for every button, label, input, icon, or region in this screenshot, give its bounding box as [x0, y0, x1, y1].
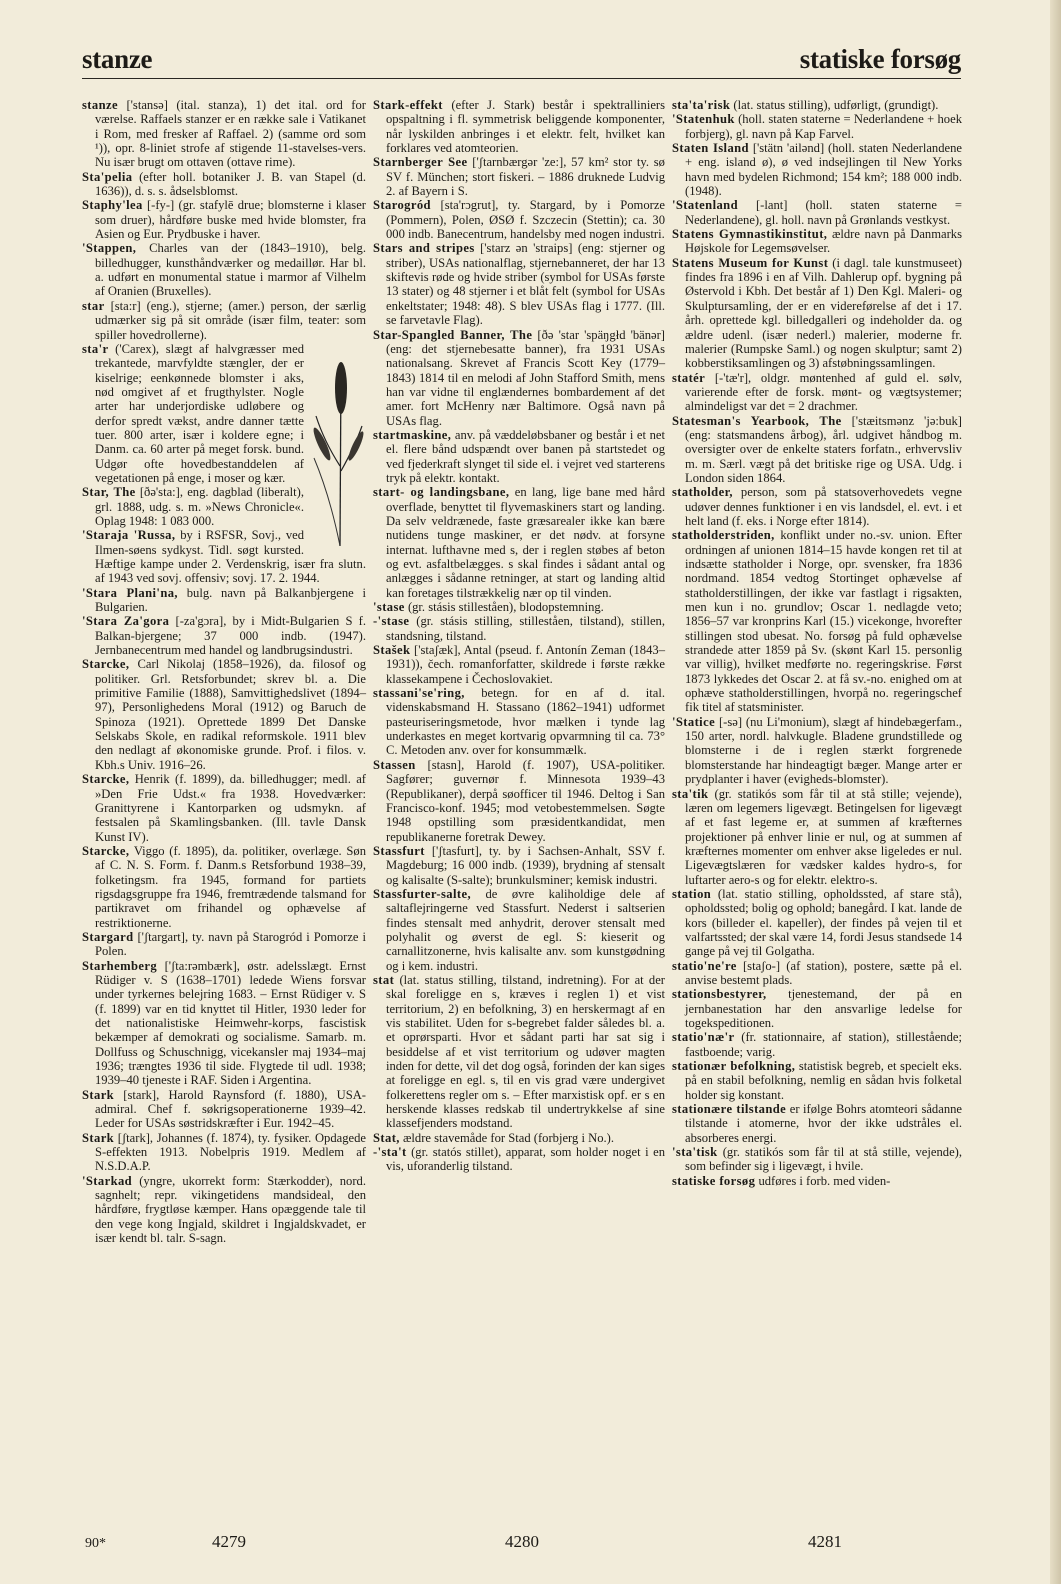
entry-headword: start- og landingsbane,: [373, 485, 510, 500]
entry-headword: Statens Museum for Kunst: [672, 255, 829, 270]
entry-headword: statholder,: [672, 485, 733, 500]
dictionary-entry: [672, 98, 962, 112]
entry-definition: [-fy-] (gr. stafylē drue; blomsterne i klaser som druer), hårdføre buske med hvide blomster, fra Asien og Eur. Prydbuske i haver.: [95, 198, 366, 242]
entry-definition: (lat. status stilling, tilstand, indretning). For at der skal foreligge en s, kræves i reglen 1) et vist territorium, 2) en befolkning, 3) en herskermagt af en vis stabilitet. Uden for s-begrebet falder således bl. a. et oprørsparti. Hvor et sådant parti har sat sig i besiddelse af et vist territorium og udøver magten inden for dette, vil det dog også, forinden der kan siges at foreligge en egl. s, til en vis grad være undergivet folkerettens regler om s. – Efter marxistisk opf. er s en herskende klasses redskab til undertrykkelse af sine klassefjenders modstand.: [386, 972, 665, 1131]
entry-headword: Stassfurt: [373, 843, 425, 858]
entry-definition: (holl. staten staterne = Nederlandene + hoek forbjerg), gl. navn på Kap Farvel.: [685, 112, 962, 141]
entry-headword: Starcke,: [82, 657, 130, 672]
dictionary-entry: [373, 328, 665, 428]
dictionary-entry: [373, 600, 665, 614]
dictionary-entry: [373, 485, 665, 600]
entry-headword: 'sta'tisk: [672, 1145, 718, 1160]
entry-headword: Starcke,: [82, 772, 130, 787]
dictionary-entry: [373, 887, 665, 973]
entry-headword: Statesman's Yearbook, The: [672, 413, 842, 428]
entry-definition: [-'tæ'r], oldgr. møntenhed af guld el. sølv, varierende efter de forsk. mønt- og vægtsystemer; almindeligst var det = 2 drachmer.: [685, 370, 962, 414]
dictionary-entry: [672, 485, 962, 528]
entry-headword: 'Staraja 'Russa,: [82, 528, 176, 543]
entry-definition: [ðə 'star 'späŋgłd 'bänər] (eng: det stjernebesatte banner), fra 1931 USAs nationalsang. Skrevet af Francis Scott Key (1779–1843) 1814 til en melodi af John Stafford Smith, mens han var vidne til englændernes bombardement af det amer. fort McHenry nær Baltimore. Også navn på USAs flag.: [386, 327, 666, 428]
dictionary-entry: [373, 98, 665, 155]
entry-headword: statér: [672, 370, 706, 385]
header-rule: [82, 78, 961, 79]
entry-definition: (i dagl. tale kunstmuseet) findes fra 1896 i en af Vilh. Dahlerup opf. bygning på Østervold i Kbh. Det består af 1) Den Kgl. Maleri- og Skulptursamling, der er en videreførelse af det i 17. årh. oprettede kgl. billedgalleri og indeholder da. og ældre udenl. (især nederl.) malerier, moderne fr. malerier (Rumpske Saml.) og nogen skulptur; samt 2) kobberstiksamlingen og 3) afstøbningssamlingen.: [685, 255, 962, 371]
entry-definition: Viggo (f. 1895), da. politiker, overlæge. Søn af C. N. S. Form. f. Danm.s Retsforbund 1938–39, folketingsm. fra 1945, formand for partiets rigsdagsgruppe fra 1946, fremtrædende talsmand for partikravet om frihandel og ophævelse af restriktionerne.: [95, 843, 366, 930]
entry-headword: Stat,: [373, 1130, 400, 1145]
entry-headword: Stassen: [373, 757, 416, 772]
entry-headword: Staten Island: [672, 141, 749, 156]
entry-definition: ['ʃtargart], ty. navn på Starogród i Pomorze i Polen.: [95, 929, 366, 959]
entry-headword: 'Stappen,: [82, 241, 137, 256]
entry-definition: (efter J. Stark) består i spektralliniers opspaltning i fl. symmetrisk beliggende komponenter, når lyskilden anbringes i et elektr. felt, hvilket kan forklares ved atomteorien.: [386, 98, 665, 156]
entry-headword: sta'r: [82, 341, 109, 356]
entry-definition: ('Carex), slægt af halvgræsser med trekantede, marvfyldte stængler, der er kiselrige; eenkønnede blomster i aks, nød omgivet af et frugthylster. Nogle arter har underjordiske udløbere og derfor spredt vækst, andre danner tætte tuer. 800 arter, især i koldere egne; i Danm. ca. 60 arter på meget forsk. bund. Udgør ofte hovedbestanddelen af vegetationen på enge, i moser og kær.: [95, 341, 304, 485]
dictionary-entry: [672, 256, 962, 371]
dictionary-entry: [373, 844, 665, 887]
dictionary-entry: [82, 198, 366, 241]
entry-definition: statistisk begreb, et specielt eks. på en stabil befolkning, nemlig en sådan hvis folketal holder sig konstant.: [685, 1059, 962, 1102]
entry-definition: (yngre, ukorrekt form: Stærkodder), nord. sagnhelt; repr. vikingetidens mandsideal, den hårdføre, frygtløse kæmper. Hans opæggende tale til den vege kong Ingjald, skildret i Ingjaldskvadet, er især kendt bl. talr. S-sagn.: [95, 1173, 366, 1246]
entry-definition: by i RSFSR, Sovj., ved Ilmen-søens sydkyst. Tidl. søgt kursted. Hæftige kampe under 2. Verdenskrig, især fra slutn. af 1943 ved sovj. offensiv; sovj. 17. 2. 1944.: [95, 528, 366, 586]
entry-headword: sta'tik: [672, 786, 709, 801]
entry-headword: -'stase: [373, 614, 410, 629]
entry-headword: stassani'se'ring,: [373, 686, 465, 701]
entry-headword: 'Starkad: [82, 1173, 133, 1188]
entry-headword: Stark-effekt: [373, 98, 443, 112]
entry-definition: udføres i forb. med viden-: [755, 1173, 891, 1188]
entry-headword: statio'næ'r: [672, 1030, 735, 1045]
entry-headword: 'Statenhuk: [672, 112, 735, 127]
entry-definition: ['ʃtarnbærgər 'ze:], 57 km² stor ty. sø SV f. München; stort fiskeri. – 1886 druknede Ludvig 2. af Bayern i S.: [386, 155, 665, 199]
entry-headword: statiske forsøg: [672, 1173, 756, 1188]
entry-headword: Statens Gymnastikinstitut,: [672, 227, 828, 242]
column-3: [672, 98, 962, 1188]
dictionary-entry: [82, 657, 366, 772]
entry-headword: Stars and stripes: [373, 241, 475, 256]
dictionary-entry: [82, 772, 366, 844]
entry-headword: 'Stara Za'gora: [82, 614, 170, 629]
dictionary-entry: [672, 1059, 962, 1102]
entry-definition: anv. på væddeløbsbaner og består i et net el. flere bånd udspændt over banen på startstedet og ved fjederkraft slynget til side el. i vejret ved starterens tryk på elektr. kontakt.: [386, 427, 665, 485]
entry-definition: Carl Nikolaj (1858–1926), da. filosof og politiker. Grl. Retsforbundet; skrev bl. a. Die primitive Familie (1888), Samvittighedslivet (1894–97), Personlighedens Moral (1912) og Baruch de Spinoza (1921). Oprettede 1899 Det Danske Selskabs Skole, en radikal reformskole. 1911 blev den nedlagt af økonomiske grunde. Prof. i filos. v. Kbh.s Univ. 1916–26.: [95, 657, 366, 772]
entry-headword: Starcke,: [82, 843, 130, 858]
column-2: [373, 98, 665, 1174]
entry-definition: [stark], Harold Raynsford (f. 1880), USA-admiral. Chef f. søkrigsoperationerne 1939–42. Leder for USAs søstridskræfter i Eur. 1942–45.: [95, 1087, 366, 1131]
dictionary-entry: [672, 528, 962, 714]
entry-headword: Stassfurter-salte,: [373, 886, 472, 901]
signature-mark: 90*: [85, 1536, 106, 1551]
entry-definition: (fr. stationnaire, af station), stillestående; fastboende; varig.: [685, 1030, 962, 1059]
dictionary-entry: [672, 1102, 962, 1145]
entry-headword: stanze: [82, 98, 118, 112]
entry-definition: de øvre kaliholdige dele af saltaflejringerne ved Stassfurt. Nederst i saltserien findes stensalt med anhydrit, derover stensalt med polyhalit og øverst de egl. S: kieserit og carnallitzonerne, hvis kalisalte anv. som kunstgødning og i kem. industri.: [386, 886, 665, 973]
dictionary-entry: [672, 1174, 962, 1188]
dictionary-entry: [82, 342, 366, 485]
dictionary-entry: [373, 428, 665, 485]
entry-headword: 'Stara Plani'na,: [82, 585, 178, 600]
entry-definition: ældre navn på Danmarks Højskole for Legemsøvelser.: [685, 227, 962, 256]
dictionary-entry: [82, 959, 366, 1088]
dictionary-entry: [82, 930, 366, 959]
entry-definition: [sta'rɔgrut], ty. Stargard, by i Pomorze (Pommern), Polen, ØSØ f. Szczecin (Stettin); ca. 30 000 indb. Banecentrum, handelsby med nogen industri.: [386, 198, 665, 242]
entry-definition: en lang, lige bane med hård overflade, benyttet til flyvemaskiners start og landing. Da selv veldrænede, faste græsarealer ikke kan bære nutidens tunge maskiner, er det nødv. at forsyne internat. lufthavne med s, der i reglen støbes af beton og evt. asfaltbelægges. s skal findes i sådant antal og anlægges i sådanne retninger, at start og landing altid kan foretages tilstrækkelig nær op til vinden.: [386, 485, 665, 600]
entry-definition: [-lant] (holl. staten staterne = Nederlandene), gl. holl. navn på Grønlands vestkyst.: [685, 198, 962, 227]
page-number: 4280: [505, 1532, 539, 1551]
dictionary-entry: [672, 371, 962, 414]
entry-definition: ['ʃta:rəmbærk], østr. adelsslægt. Ernst Rüdiger v. S (1638–1701) ledede Wiens forsvar under tyrkernes belejring 1683. – Ernst Rüdiger v. S (f. 1899) var en tid knyttet til Hitler, 1930 leder for det nationalistiske Heimwehr-korps, fascistisk bekæmper af demokrati og socialisme. Samarb. m. Dollfuss og Schuschnigg, vicekansler maj 1934–maj 1936; trængtes 1936 til side. Flygtede til udl. 1938; 1939–40 tjeneste i RAF. Siden i Argentina.: [95, 958, 366, 1088]
entry-headword: stat: [373, 972, 395, 987]
column-1: [82, 98, 366, 1246]
dictionary-entry: [373, 155, 665, 198]
entry-definition: (gr. statikós som får til at stå stille, vejende), som befinder sig i ligevægt, i hvile.: [685, 1145, 962, 1174]
entry-definition: betegn. for en af d. ital. videnskabsmand H. Stassano (1862–1941) udformet pasteuriseringsmetode, hvor mælken i tynde lag underkastes en meget kortvarig opvarmning til ca. 73° C. Metoden anv. over for konsummælk.: [386, 686, 665, 758]
entry-headword: Stark: [82, 1130, 115, 1145]
dictionary-entry: [373, 973, 665, 1131]
entry-definition: ['starz ən 'straips] (eng: stjerner og striber), USAs nationalflag, stjernebanneret, der har 13 skiftevis røde og hvide striber (symbol for USAs første 13 stater) og 48 stjerner i et blåt felt (symbol for USAs enkeltstater; 1948: 48). S blev USAs flag i 1777. (Ill. se farvetavle Flag).: [386, 241, 665, 328]
entry-headword: sta'ta'risk: [672, 98, 731, 112]
dictionary-entry: [672, 715, 962, 787]
entry-definition: (lat. statio stilling, opholdssted, af stare stå), opholdssted; bolig og ophold; banegård. I kat. lande de kors (billeder el. kapeller), der findes på vejen til et valfartssted; der skal være 14, fordi Jesus standsede 14 gange på vej til Golgatha.: [685, 886, 963, 959]
entry-definition: [sta:r] (eng.), stjerne; (amer.) person, der særlig udmærker sig på sit område (især film, teater: som spiller hovedrollerne).: [95, 298, 366, 342]
entry-headword: Stark: [82, 1087, 115, 1102]
entry-headword: 'Statenland: [672, 198, 738, 213]
entry-definition: [ʃtark], Johannes (f. 1874), ty. fysiker. Opdagede S-effekten 1913. Nobelpris 1919. Medlem af N.S.D.A.P.: [95, 1130, 366, 1174]
entry-headword: stationære tilstande: [672, 1102, 787, 1117]
dictionary-entry: [672, 1145, 962, 1174]
dictionary-entry: [672, 112, 962, 141]
dictionary-entry: [373, 1131, 665, 1145]
entry-headword: stationsbestyrer,: [672, 987, 767, 1002]
entry-headword: Star, The: [82, 485, 136, 500]
dictionary-entry: [672, 414, 962, 486]
entry-headword: star: [82, 298, 105, 313]
entry-definition: (efter holl. botaniker J. B. van Stapel (d. 1636)), d. s. s. ådselsblomst.: [95, 169, 366, 199]
entry-headword: Starhemberg: [82, 958, 158, 973]
entry-headword: Sta'pelia: [82, 169, 133, 184]
dictionary-entry: [82, 98, 366, 170]
entry-definition: (lat. status stilling), udførligt, (grundigt).: [730, 98, 939, 112]
entry-headword: 'Statice: [672, 714, 716, 729]
dictionary-entry: [82, 1131, 366, 1174]
dictionary-entry: [373, 1145, 665, 1174]
entry-definition: ['stansə] (ital. stanza), 1) det ital. ord for værelse. Raffaels stanzer er en række sale i Vatikanet i Rom, med fresker af Raffael. 2) (samme ord som ¹)), opr. 8-liniet strofe af stigende 11-stavelses-vers. Nu især brugt om ottaven (ottave rime).: [95, 98, 366, 170]
sedge-illustration: [310, 346, 366, 546]
dictionary-entry: [82, 170, 366, 199]
dictionary-entry: [373, 686, 665, 758]
entry-definition: Henrik (f. 1899), da. billedhugger; medl. af »Den Frie Udst.« fra 1938. Hovedværker: Granittyrene i Kantorparken og udsmykn. af festsalen på Skamlingsbanken. (Ill. tavle Dansk Kunst IV).: [95, 772, 366, 844]
entry-headword: stationær befolkning,: [672, 1059, 796, 1074]
dictionary-entry: [672, 887, 962, 959]
dictionary-entry: [373, 758, 665, 844]
entry-definition: [-sə] (nu Li'monium), slægt af hindebægerfam., 150 arter, nordl. halvkugle. Bladene grundstillede og blomsterne i de i reglen stærkt forgrenede blomsterstande har hindeagtigt bæger. Mange arter er prydplanter i haver (evigheds-blomster).: [685, 714, 962, 787]
dictionary-entry: [672, 959, 962, 988]
dictionary-entry: [672, 227, 962, 256]
entry-definition: [stasn], Harold (f. 1907), USA-politiker. Sagfører; guvernør f. Minnesota 1939–43 (Republikaner), derpå søofficer til 1946. Deltog i San Francisco-konf. 1945; mod vetobestemmelsen. Søgte 1948 opstilling som præsidentkandidat, men republikanerne foretrak Dewey.: [386, 757, 665, 844]
page-edge: [1050, 0, 1061, 1584]
dictionary-entry: [373, 643, 665, 686]
dictionary-entry: [373, 198, 665, 241]
entry-definition: ['ʃtasfurt], ty. by i Sachsen-Anhalt, SSV f. Magdeburg; 16 000 indb. (1939), brydning af stensalt og kalisalte (S-salte); brunkulsminer; kemisk industri.: [386, 843, 665, 887]
dictionary-entry: [82, 614, 366, 657]
dictionary-entry: [672, 141, 962, 198]
entry-definition: (gr. stásis stilleståen), blodopstemning.: [404, 600, 604, 615]
entry-headword: Stargard: [82, 929, 134, 944]
entry-definition: (gr. statikós som får til at stå stille; vejende), læren om legemers ligevægt. Betingelsen for ligevægt af et fast legeme er, at summen af kræfternes projektioner på enhver linie er nul, og at summen af kræfternes momenter om enhver akse ligeledes er nul. Ligevægtslæren for vædsker kaldes hydro-s, for luftarter aero-s og for elektr. elektro-s.: [685, 786, 962, 887]
entry-definition: bulg. navn på Balkanbjergene i Bulgarien.: [95, 585, 366, 615]
dictionary-entry: [373, 614, 665, 643]
dictionary-entry: [82, 1174, 366, 1246]
entry-definition: ['stæitsmənz 'jə:buk] (eng: statsmandens årbog), årl. udgivet håndbog m. oversigter over de enkelte staters forfatn., erhvervsliv m. m. Særl. vægt på det britiske rige og USA. Udg. i London siden 1864.: [685, 413, 962, 485]
dictionary-entry: [672, 1030, 962, 1059]
entry-headword: Staphy'lea: [82, 198, 143, 213]
entry-headword: statholderstriden,: [672, 528, 775, 543]
entry-definition: ældre stavemåde for Stad (forbjerg i No.).: [399, 1130, 614, 1145]
entry-definition: person, som på statsoverhovedets vegne udøver dennes funktioner i en vis landsdel, el. evt. i et helt land (f. eks. i Norge efter 1814).: [685, 485, 962, 528]
entry-definition: (gr. statós stillet), apparat, som holder noget i en vis, uforanderlig tilstand.: [386, 1145, 665, 1174]
running-head-left: stanze: [82, 44, 153, 74]
dictionary-entry: [82, 1088, 366, 1131]
entry-definition: [ðə'sta:], eng. dagblad (liberalt), grl. 1888, udg. s. m. »News Chronicle«. Oplag 1948: 1 083 000.: [95, 485, 304, 528]
entry-definition: [staʃo-] (af station), postere, sætte på el. anvise bestemt plads.: [685, 958, 962, 987]
entry-definition: ['staʃæk], Antal (pseud. f. Antonín Zeman (1843–1931)), čech. romanforfatter, skildrede i første række klassekampene i Čechoslovakiet.: [386, 643, 665, 686]
entry-headword: Starogród: [373, 198, 431, 213]
running-head-right: statiske forsøg: [799, 44, 961, 74]
entry-definition: tjenestemand, der på en jernbanestation har den ansvarlige ledelse for togekspeditionen.: [685, 987, 962, 1030]
entry-headword: Stašek: [373, 643, 411, 658]
dictionary-entry: [82, 586, 366, 615]
entry-definition: konflikt under no.-sv. union. Efter ordningen af unionen 1814–15 havde kongen ret til at indsætte statholder i Norge, opr. svensker, fra 1836 nordmand. 1854 vedtog Stortinget ophævelse af statholderstillingen, der ikke var fastlagt i rigsakten, men kun i no. grundlov; Oscar 1. nedlagde veto; 1856–57 var kronprins Karl (15.) vicekonge, hvorefter stillingen stod ubesat. No. forsøg på fuld ophævelse strandede atter 1859 på Sv. (skønt Karl 15. personlig var villig), hvilket medførte no. regeringskrise. Først 1873 lykkedes det Oscar 2. at få sv.-no. enighed om at ophæve statholderstillingen, hvorpå no. regeringschef fik titel af statsminister.: [685, 528, 962, 715]
entry-headword: statio'ne're: [672, 958, 737, 973]
dictionary-entry: [82, 844, 366, 930]
page-number: 4281: [808, 1532, 842, 1551]
dictionary-entry: [82, 241, 366, 298]
entry-headword: Starnberger See: [373, 155, 468, 170]
dictionary-entry: [672, 198, 962, 227]
entry-definition: (gr. stásis stilling, stilleståen, tilstand), stillen, standsning, tilstand.: [386, 614, 665, 643]
dictionary-entry: [82, 299, 366, 342]
entry-headword: 'stase: [373, 600, 405, 615]
dictionary-entry: [672, 987, 962, 1030]
entry-definition: ['stätn 'ailənd] (holl. staten Nederlandene + eng. island ø), ø ved indsejlingen til New Yorks havn med bydelen Richmond; 154 km²; 188 000 indb. (1948).: [685, 141, 962, 199]
entry-definition: [-za'gɔra], by i Midt-Bulgarien S f. Balkan-bjergene; 37 000 indb. (1947). Jernbanecentrum med handel og landbrugsindustri.: [95, 614, 366, 658]
entry-definition: Charles van der (1843–1910), belg. billedhugger, kunsthåndværker og medaillør. Har bl. a. udført en monumental statue i marmor af Vilhelm af Oranien (Bruxelles).: [95, 241, 366, 299]
dictionary-entry: [373, 241, 665, 327]
page-number: 4279: [212, 1532, 246, 1551]
entry-headword: startmaskine,: [373, 427, 452, 442]
entry-headword: station: [672, 886, 712, 901]
entry-headword: Star-Spangled Banner, The: [373, 327, 533, 342]
entry-definition: er ifølge Bohrs atomteori sådanne tilstande i atomerne, hvor der ikke udstråles el. absorberes energi.: [685, 1102, 962, 1145]
dictionary-entry: [672, 787, 962, 887]
entry-headword: -'sta't: [373, 1145, 407, 1160]
